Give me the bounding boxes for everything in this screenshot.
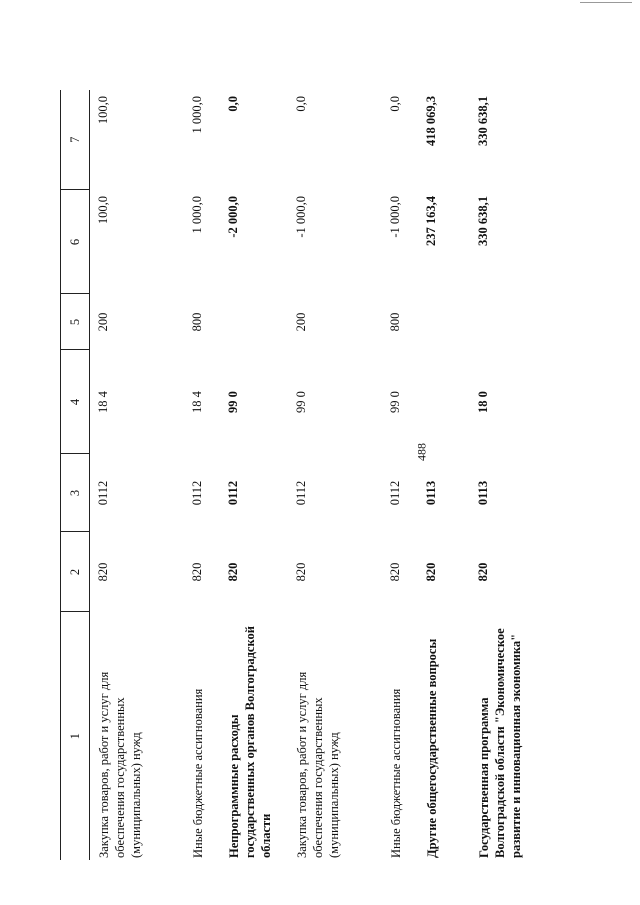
header-col-2: 2	[61, 532, 90, 612]
row-target-code: 18 4	[96, 391, 110, 413]
row-target-code: 99 0	[226, 391, 240, 413]
row-name: Другие общегосударственные вопросы	[425, 638, 439, 858]
row-amount-2: 0,0	[388, 96, 402, 112]
row-amount-2: 418 069,3	[424, 96, 438, 146]
table-row	[184, 90, 220, 860]
row-amount-1: -1 000,0	[388, 196, 402, 238]
row-amount-2: 330 638,1	[476, 96, 490, 146]
row-section-code: 0113	[424, 480, 438, 506]
row-amount-2: 0,0	[226, 96, 240, 112]
row-section-code: 0112	[96, 480, 110, 506]
row-section-code: 0112	[226, 480, 240, 506]
row-ministry-code: 820	[96, 562, 110, 582]
row-name: Иные бюджетные ассигнования	[191, 688, 205, 858]
row-target-code: 18 4	[190, 391, 204, 413]
table-row	[382, 90, 418, 860]
row-expense-type: 200	[96, 312, 110, 332]
row-amount-2: 100,0	[96, 96, 110, 125]
row-amount-2: 1 000,0	[190, 96, 204, 134]
header-col-1: 1	[61, 612, 90, 860]
row-ministry-code: 820	[226, 562, 240, 582]
row-expense-type: 800	[388, 312, 402, 332]
row-section-code: 0113	[476, 480, 490, 506]
row-target-code: 99 0	[294, 391, 308, 413]
row-amount-1: 100,0	[96, 196, 110, 225]
row-expense-type	[418, 294, 470, 350]
row-amount-1: 1 000,0	[190, 196, 204, 234]
budget-table	[60, 90, 556, 860]
row-amount-1: -2 000,0	[226, 196, 240, 238]
row-expense-type: 800	[190, 312, 204, 332]
scan-edge-mark	[580, 2, 632, 3]
row-ministry-code: 820	[388, 562, 402, 582]
row-section-code: 0112	[294, 480, 308, 506]
row-name: Непрограммные расходы государственных органов Волгоградской области	[227, 626, 273, 858]
table-row	[418, 90, 470, 860]
row-ministry-code: 820	[476, 562, 490, 582]
header-col-5: 5	[61, 294, 90, 350]
row-amount-2: 0,0	[294, 96, 308, 112]
header-row	[61, 90, 90, 860]
row-expense-type: 200	[294, 312, 308, 332]
row-name: Государственная программа Волгоградской области "Экономическое развитие и инновационная экономика"	[477, 628, 523, 858]
row-amount-1: -1 000,0	[294, 196, 308, 238]
header-col-7: 7	[61, 90, 90, 190]
row-expense-type	[470, 294, 556, 350]
table-row	[288, 90, 382, 860]
table-row	[220, 90, 288, 860]
header-col-4: 4	[61, 350, 90, 454]
row-target-code: 18 0	[476, 391, 490, 413]
header-col-3: 3	[61, 454, 90, 532]
row-ministry-code: 820	[294, 562, 308, 582]
row-amount-1: 330 638,1	[476, 196, 490, 246]
rotated-table-container	[60, 90, 640, 860]
header-col-6: 6	[61, 190, 90, 294]
row-amount-1: 237 163,4	[424, 196, 438, 246]
row-name: Закупка товаров, работ и услуг для обеспечения государственных (муниципальных) нужд	[295, 671, 341, 858]
row-ministry-code: 820	[190, 562, 204, 582]
table-row	[90, 90, 185, 860]
page-number: 488	[414, 443, 429, 461]
row-expense-type	[220, 294, 288, 350]
row-section-code: 0112	[388, 480, 402, 506]
row-name: Закупка товаров, работ и услуг для обеспечения государственных (муниципальных) нужд	[97, 671, 143, 858]
row-ministry-code: 820	[424, 562, 438, 582]
row-name: Иные бюджетные ассигнования	[389, 688, 403, 858]
row-target-code	[418, 350, 470, 454]
row-target-code: 99 0	[388, 391, 402, 413]
row-section-code: 0112	[190, 480, 204, 506]
table-row	[470, 90, 556, 860]
